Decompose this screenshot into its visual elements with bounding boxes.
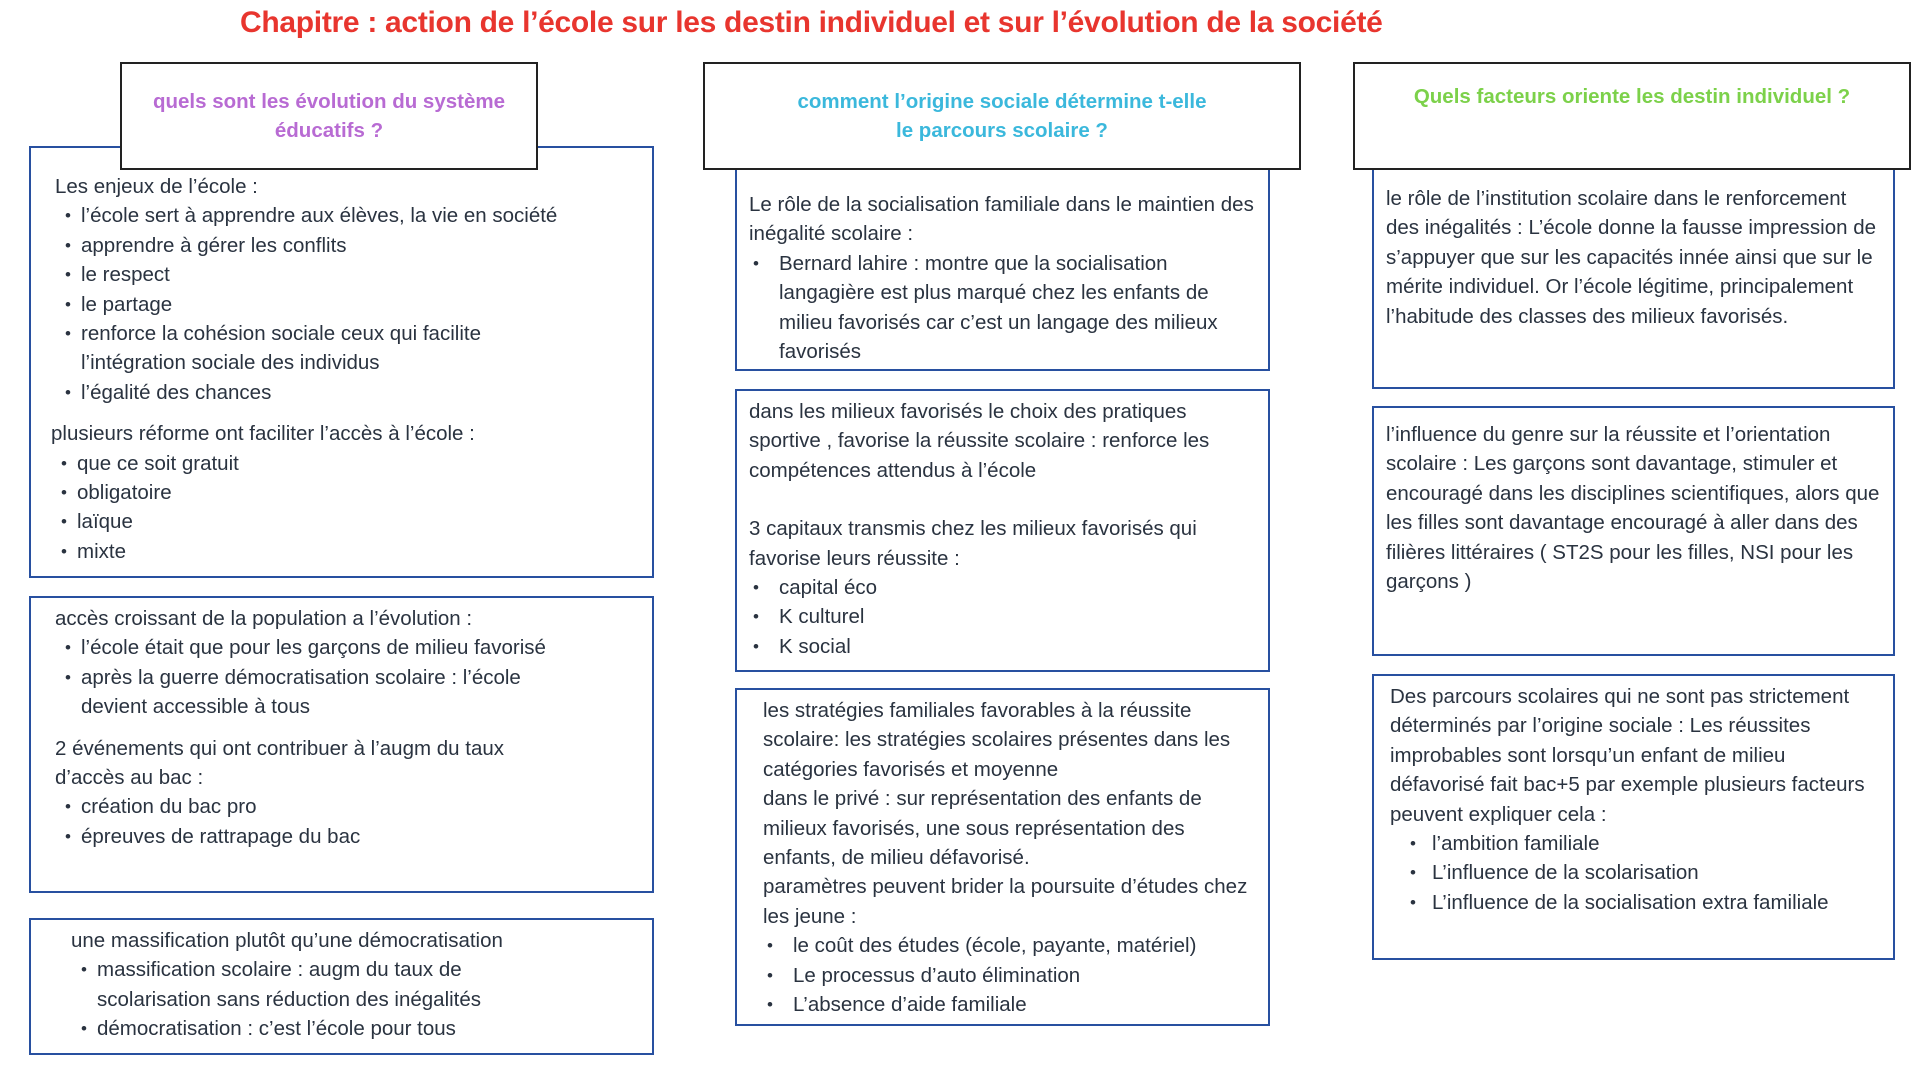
list-item: • création du bac pro <box>67 792 642 821</box>
list-item: • l’école sert à apprendre aux élèves, la vie en société <box>67 201 642 230</box>
col3-box3-intro: Des parcours scolaires qui ne sont pas strictement déterminés par l’origine sociale : Les réussites improbables sont lorsqu’un enfant de milieu défavorisé fait bac+5 par exemple plusieurs facteurs peuvent expliquer cela : <box>1390 685 1865 826</box>
list-item: • apprendre à gérer les conflits <box>67 231 642 260</box>
list-item: • laïque <box>63 507 642 536</box>
list-item: • épreuves de rattrapage du bac <box>67 822 642 851</box>
list-item: • démocratisation : c’est l’école pour tous <box>83 1014 642 1043</box>
col2-header-line2: le parcours scolaire ? <box>896 119 1108 142</box>
col3-box1-text: le rôle de l’institution scolaire dans le renforcement des inégalités : L’école donne la fausse impression de s’appuyer que sur les capacités innée ainsi que sur le mérite individuel. Or l’école légitime, principalement l’habitude des classes des milieux favorisés. <box>1386 187 1877 328</box>
page-title: Chapitre : action de l’école sur les destin individuel et sur l’évolution de la société <box>240 6 1383 39</box>
col3-box2-text: l’influence du genre sur la réussite et l’orientation scolaire : Les garçons sont davantage, stimuler et encouragé dans les disciplines scientifiques, alors que les filles sont davantage encouragé à aller dans des filières littéraires ( ST2S pour les filles, NSI pour les garçons ) <box>1386 423 1880 594</box>
list-item: • renforce la cohésion sociale ceux qui facilite l’intégration sociale des individus <box>67 319 642 378</box>
col2-box1-intro: Le rôle de la socialisation familiale dans le maintien des inégalité scolaire : <box>749 193 1254 246</box>
list-item: • l’école était que pour les garçons de milieu favorisé <box>67 633 642 662</box>
col2-header-line1: comment l’origine sociale détermine t-elle <box>797 90 1207 113</box>
list-item: • obligatoire <box>63 478 642 507</box>
col1-box2-intro2: 2 événements qui ont contribuer à l’augm du taux d’accès au bac : <box>55 736 504 790</box>
list-item: • massification scolaire : augm du taux de scolarisation sans réduction des inégalités <box>83 955 642 1014</box>
list-item: • Le processus d’auto élimination <box>769 961 1258 990</box>
list-item: • le coût des études (école, payante, matériel) <box>769 931 1258 960</box>
col1-box2-intro: accès croissant de la population a l’évolution : <box>55 607 473 630</box>
col3-box2 <box>1372 406 1895 656</box>
col3-header <box>1353 62 1911 170</box>
col1-header <box>120 62 538 170</box>
list-item: • L’influence de la socialisation extra familiale <box>1412 888 1883 917</box>
list-item: • le respect <box>67 260 642 289</box>
col1-box3 <box>29 918 654 1055</box>
col1-box3-intro: une massification plutôt qu’une démocratisation <box>71 929 503 952</box>
list-item: • L’influence de la scolarisation <box>1412 858 1883 887</box>
list-item: • mixte <box>63 537 642 566</box>
col3-box1 <box>1372 168 1895 389</box>
col2-box3-para3: paramètres peuvent brider la poursuite d’études chez les jeune : <box>763 875 1248 928</box>
list-item: • capital éco <box>755 573 1258 602</box>
col1-box1-intro2: plusieurs réforme ont faciliter l’accès à l’école : <box>51 422 475 446</box>
list-item: • K social <box>755 632 1258 661</box>
list-item: • K culturel <box>755 602 1258 631</box>
col2-box2-intro2: 3 capitaux transmis chez les milieux favorisés qui favorise leurs réussite : <box>749 517 1197 570</box>
col1-header-line2: éducatifs ? <box>274 119 384 142</box>
col2-box1 <box>735 168 1270 371</box>
list-item: • Bernard lahire : montre que la socialisation langagière est plus marqué chez les enfants de milieu favorisés car c’est un langage des milieux favorisés <box>755 249 1258 367</box>
col1-box1 <box>29 146 654 578</box>
col2-box2 <box>735 389 1270 672</box>
col2-box3-para2: dans le privé : sur représentation des enfants de milieux favorisés, une sous représentation des enfants, de milieu défavorisé. <box>763 787 1202 870</box>
col1-box1-intro: Les enjeux de l’école : <box>55 175 258 198</box>
col2-box3-intro: les stratégies familiales favorables à la réussite scolaire: les stratégies scolaires présentes dans les catégories favorisés et moyenne <box>763 699 1231 781</box>
list-item: • après la guerre démocratisation scolaire : l’école devient accessible à tous <box>67 663 642 722</box>
col1-box2 <box>29 596 654 893</box>
col1-header-line1: quels sont les évolution du système <box>152 90 505 113</box>
col2-box3 <box>735 688 1270 1026</box>
list-item: • L’absence d’aide familiale <box>769 990 1258 1019</box>
col3-header-line1: Quels facteurs oriente les destin individuel ? <box>1413 85 1851 108</box>
col3-box3 <box>1372 674 1895 960</box>
col2-header <box>703 62 1301 170</box>
col2-box2-intro: dans les milieux favorisés le choix des pratiques sportive , favorise la réussite scolaire : renforce les compétences attendus à l’école <box>749 400 1210 482</box>
list-item: • l’ambition familiale <box>1412 829 1883 858</box>
list-item: • le partage <box>67 290 642 319</box>
list-item: • que ce soit gratuit <box>63 449 642 478</box>
list-item: • l’égalité des chances <box>67 378 642 407</box>
